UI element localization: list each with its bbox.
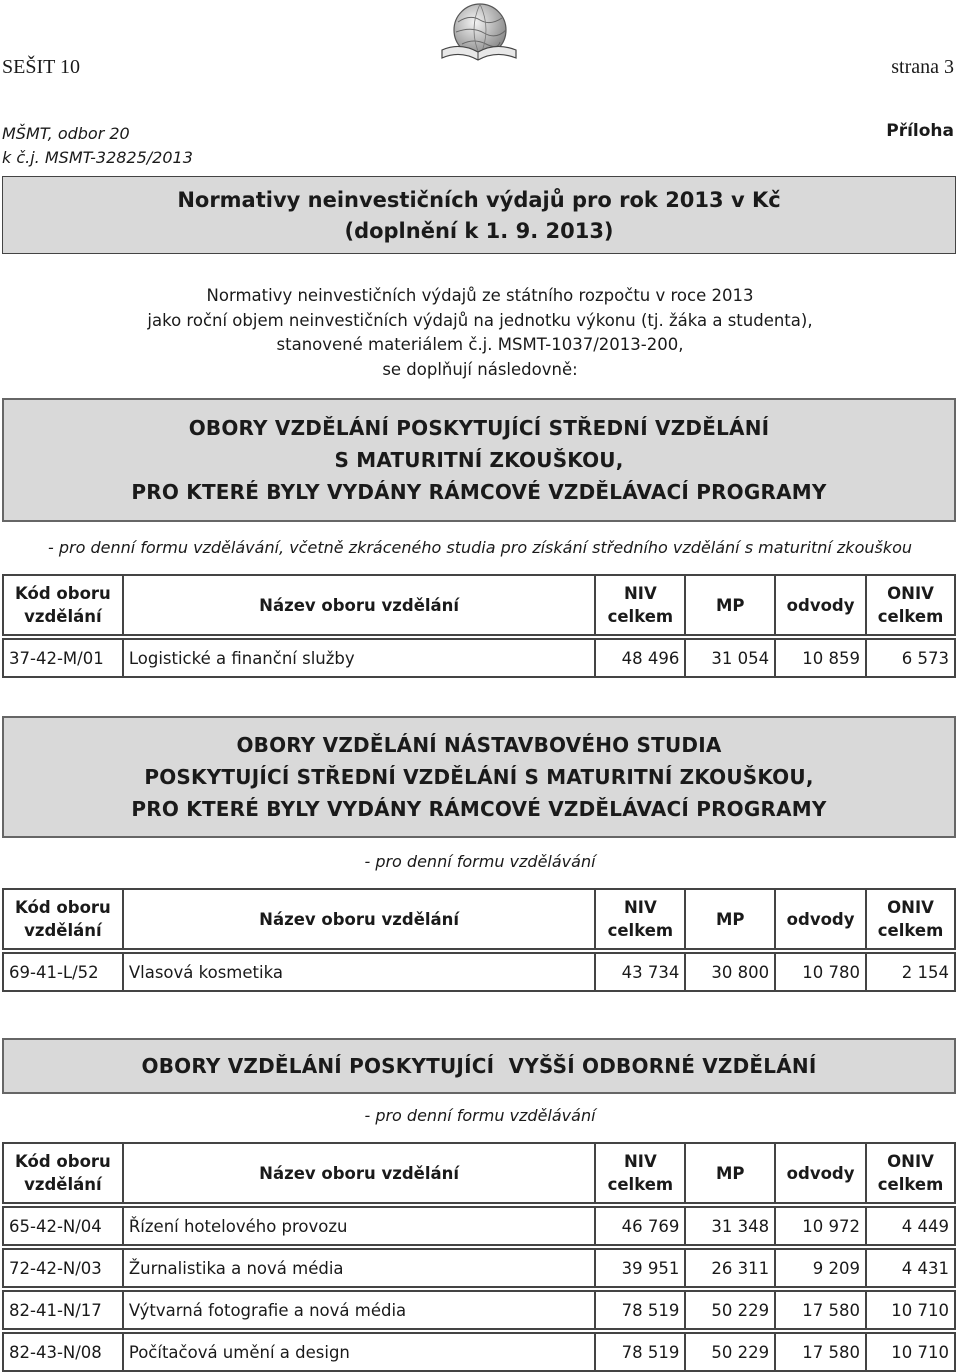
section-note-1: - pro denní formu vzdělávání, včetně zkráceného studia pro získání středního vzdělání s maturitní zkouškou: [47, 538, 913, 557]
intro-line-1: Normativy neinvestičních výdajů ze státního rozpočtu v roce 2013: [206, 286, 754, 305]
title-line-2: (doplnění k 1. 9. 2013): [344, 219, 614, 243]
norms-table-1: [2, 574, 956, 678]
col-oniv-header: ONIV celkem: [866, 575, 955, 635]
col-oniv-header: ONIV celkem: [866, 1143, 955, 1203]
niv-cell: 39 951: [595, 1249, 685, 1287]
intro-line-4: se doplňují následovně:: [382, 359, 578, 379]
oniv-cell: 6 573: [866, 639, 955, 677]
niv-cell: 43 734: [595, 953, 685, 991]
table-row: [3, 1207, 955, 1245]
code-cell: 65-42-N/04: [3, 1207, 123, 1245]
section-heading-line: OBORY VZDĚLÁNÍ POSKYTUJÍCÍ STŘEDNÍ VZDĚLÁNÍ: [188, 416, 770, 440]
reference-number: k č.j. MSMT-32825/2013: [2, 148, 193, 167]
odvody-cell: 9 209: [775, 1249, 866, 1287]
code-cell: 69-41-L/52: [3, 953, 123, 991]
niv-cell: 78 519: [595, 1333, 685, 1371]
oniv-cell: 2 154: [866, 953, 955, 991]
intro-line-2: jako roční objem neinvestičních výdajů na jednotku výkonu (tj. žáka a studenta),: [147, 310, 813, 330]
intro-line-3: stanovené materiálem č.j. MSMT-1037/2013-200,: [276, 335, 684, 354]
mp-cell: 31 348: [685, 1207, 775, 1245]
section-heading-line: PRO KTERÉ BYLY VYDÁNY RÁMCOVÉ VZDĚLÁVACÍ PROGRAMY: [131, 797, 827, 821]
issue-label: SEŠIT 10: [2, 56, 80, 78]
code-cell: 37-42-M/01: [3, 639, 123, 677]
niv-cell: 46 769: [595, 1207, 685, 1245]
code-cell: 82-43-N/08: [3, 1333, 123, 1371]
section-heading-3: [2, 1038, 956, 1094]
col-odvody-header: odvody: [775, 575, 866, 635]
col-odvody-header: odvody: [775, 889, 866, 949]
intro-paragraph: [0, 284, 960, 382]
name-cell: Výtvarná fotografie a nová média: [123, 1291, 596, 1329]
col-niv-header: NIV celkem: [595, 889, 685, 949]
odvody-cell: 10 859: [775, 639, 866, 677]
col-mp-header: MP: [685, 575, 775, 635]
mp-cell: 26 311: [685, 1249, 775, 1287]
table-header-row: [3, 889, 955, 949]
col-mp-header: MP: [685, 1143, 775, 1203]
col-code-header: Kód oboru vzdělání: [3, 1143, 123, 1203]
col-oniv-header: ONIV celkem: [866, 889, 955, 949]
department-line: MŠMT, odbor 20: [2, 124, 130, 143]
name-cell: Žurnalistika a nová média: [123, 1249, 596, 1287]
reference-block: [2, 122, 193, 170]
table-row: [3, 1333, 955, 1371]
odvody-cell: 17 580: [775, 1333, 866, 1371]
mp-cell: 50 229: [685, 1291, 775, 1329]
table-row: [3, 1291, 955, 1329]
niv-cell: 48 496: [595, 639, 685, 677]
col-name-header: Název oboru vzdělání: [123, 575, 596, 635]
globe-book-logo-icon: [428, 0, 528, 72]
name-cell: Vlasová kosmetika: [123, 953, 596, 991]
odvody-cell: 10 780: [775, 953, 866, 991]
document-title: [2, 176, 956, 254]
section-note-2: - pro denní formu vzdělávání: [364, 852, 596, 871]
norms-table-2: [2, 888, 956, 992]
norms-table-3: [2, 1142, 956, 1372]
col-mp-header: MP: [685, 889, 775, 949]
code-cell: 82-41-N/17: [3, 1291, 123, 1329]
section-heading-line: OBORY VZDĚLÁNÍ NÁSTAVBOVÉHO STUDIA: [236, 733, 722, 757]
section-heading-line: POSKYTUJÍCÍ STŘEDNÍ VZDĚLÁNÍ S MATURITNÍ ZKOUŠKOU,: [144, 765, 814, 789]
oniv-cell: 10 710: [866, 1333, 955, 1371]
name-cell: Počítačová umění a design: [123, 1333, 596, 1371]
table-row: [3, 1249, 955, 1287]
name-cell: Logistické a finanční služby: [123, 639, 596, 677]
section-heading-line: OBORY VZDĚLÁNÍ POSKYTUJÍCÍ VYŠŠÍ ODBORNÉ VZDĚLÁNÍ: [141, 1054, 817, 1078]
oniv-cell: 4 431: [866, 1249, 955, 1287]
col-niv-header: NIV celkem: [595, 575, 685, 635]
section-heading-2: [2, 716, 956, 838]
niv-cell: 78 519: [595, 1291, 685, 1329]
col-odvody-header: odvody: [775, 1143, 866, 1203]
title-line-1: Normativy neinvestičních výdajů pro rok 2013 v Kč: [177, 188, 781, 212]
code-cell: 72-42-N/03: [3, 1249, 123, 1287]
col-code-header: Kód oboru vzdělání: [3, 575, 123, 635]
odvody-cell: 10 972: [775, 1207, 866, 1245]
table-header-row: [3, 575, 955, 635]
page-number: strana 3: [891, 56, 954, 78]
name-cell: Řízení hotelového provozu: [123, 1207, 596, 1245]
section-heading-line: S MATURITNÍ ZKOUŠKOU,: [334, 448, 624, 472]
col-name-header: Název oboru vzdělání: [123, 889, 596, 949]
appendix-label: Příloha: [886, 121, 954, 141]
oniv-cell: 10 710: [866, 1291, 955, 1329]
section-note-3: - pro denní formu vzdělávání: [364, 1106, 596, 1125]
table-row: [3, 639, 955, 677]
mp-cell: 30 800: [685, 953, 775, 991]
oniv-cell: 4 449: [866, 1207, 955, 1245]
section-heading-line: PRO KTERÉ BYLY VYDÁNY RÁMCOVÉ VZDĚLÁVACÍ PROGRAMY: [131, 480, 827, 504]
table-header-row: [3, 1143, 955, 1203]
col-niv-header: NIV celkem: [595, 1143, 685, 1203]
col-code-header: Kód oboru vzdělání: [3, 889, 123, 949]
odvody-cell: 17 580: [775, 1291, 866, 1329]
col-name-header: Název oboru vzdělání: [123, 1143, 596, 1203]
section-heading-1: [2, 398, 956, 522]
table-row: [3, 953, 955, 991]
mp-cell: 50 229: [685, 1333, 775, 1371]
mp-cell: 31 054: [685, 639, 775, 677]
